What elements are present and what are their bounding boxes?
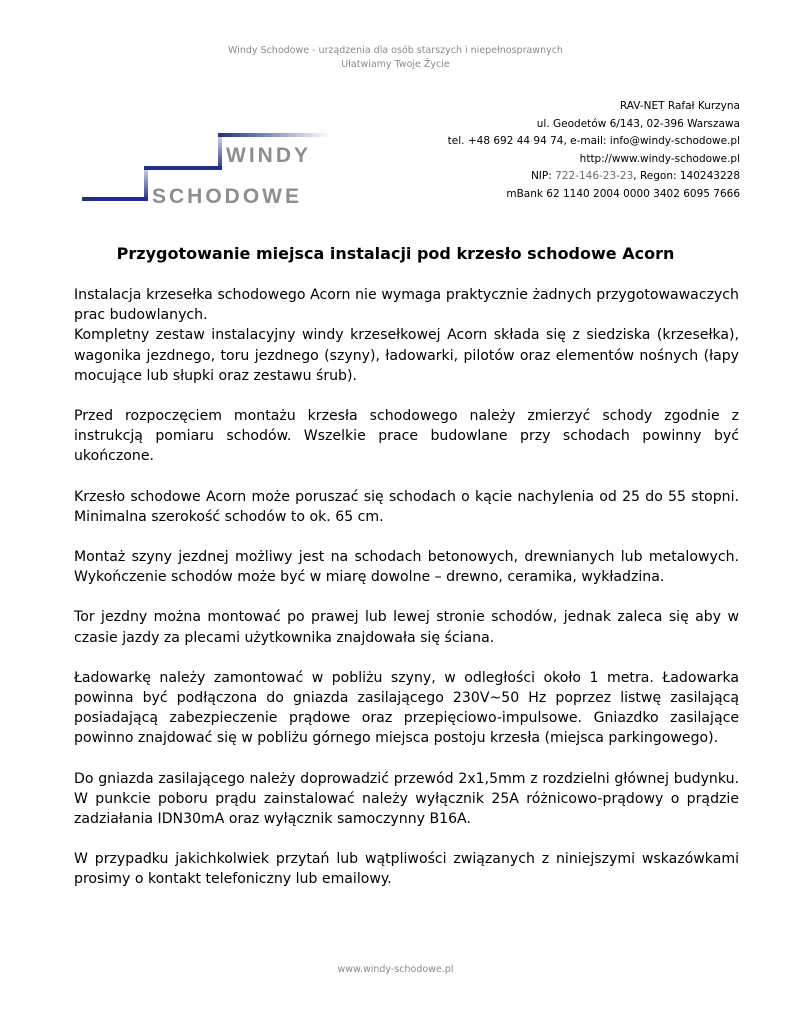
company-bank: mBank 62 1140 2004 0000 3402 6095 7666 [506,187,740,200]
logo-stair-middle [144,166,222,170]
nip-number: 722-146-23-23 [555,170,634,182]
page-header [0,44,791,72]
company-registration [448,168,740,186]
paragraph-intro-line1: Instalacja krzesełka schodowego Acorn nie wymaga praktycznie żadnych przygotowawaczych prac budowlanych. [74,287,739,324]
regon: , Regon: 140243228 [633,170,740,182]
logo-word-schodowe: SCHODOWE [152,185,302,208]
paragraph-charger: Ładowarkę należy zamontować w pobliżu szyny, w odległości około 1 metra. Ładowarka powinna być podłączona do gniazda zasilającego 230V~50 Hz poprzez listwę zasilającą posiadającą zabezpieczenie prądowe oraz przepięciowo-impulsowe. Gniazdko zasilające powinno znajdować się w pobliżu górnego miejsca postoju krzesła (miejsca parkingowego). [74,669,739,747]
logo-stair-bottom [82,197,148,201]
company-name: RAV-NET Rafał Kurzyna [619,100,740,112]
document-body [74,285,739,910]
windy-schodowe-logo [82,130,332,208]
company-contact[interactable]: tel. +48 692 44 94 74, e-mail: info@windy-schodowe.pl [447,135,740,147]
logo-stair-riser-high [218,134,222,170]
paragraph-track-side: Tor jezdny można montować po prawej lub lewej stronie schodów, jednak zaleca się aby w czasie jazdy za plecami użytkownika znajdowała się ściana. [74,609,739,646]
paragraph-rail-mounting: Montaż szyny jezdnej możliwy jest na schodach betonowych, drewnianych lub metalowych. Wykończenie schodów może być w miarę dowolne – drewno, ceramika, wykładzina. [74,549,739,586]
paragraph-contact: W przypadku jakichkolwiek przytań lub wątpliwości związanych z niniejszymi wskazówkami prosimy o kontakt telefoniczny lub emailowy. [74,851,739,888]
header-slogan: Ułatwiamy Twoje Życie [341,59,450,70]
company-website[interactable]: http://www.windy-schodowe.pl [579,152,740,165]
company-info [448,98,740,203]
header-tagline: Windy Schodowe - urządzenia dla osób starszych i niepełnosprawnych [228,45,563,56]
page-footer[interactable]: www.windy-schodowe.pl [337,964,454,975]
paragraph-intro [74,285,739,386]
logo-stair-riser-low [144,166,148,201]
nip-label: NIP: [530,170,556,182]
company-address: ul. Geodetów 6/143, 02-396 Warszawa [536,117,740,130]
paragraph-intro-line2: Kompletny zestaw instalacyjny windy krzesełkowej Acorn składa się z siedziska (krzesełka), wagonika jezdnego, toru jezdnego (szyny), ładowarki, pilotów oraz elementów nośnych (łapy mocujące lub słupki oraz zestawu śrub). [74,327,739,384]
document-title: Przygotowanie miejsca instalacji pod krzesło schodowe Acorn [116,244,675,263]
paragraph-stair-angle: Krzesło schodowe Acorn może poruszać się schodach o kącie nachylenia od 25 do 55 stopni. Minimalna szerokość schodów to ok. 65 cm. [74,488,739,525]
paragraph-power-supply: Do gniazda zasilającego należy doprowadzić przewód 2x1,5mm z rozdzielni głównej budynku. W punkcie poboru prądu zainstalować należy wyłącznik 25A różnicowo-prądowy o prądzie zadziałania IDN30mA oraz wyłącznik samoczynny B16A. [74,770,739,828]
logo-word-windy: WINDY [226,144,311,167]
paragraph-measurement: Przed rozpoczęciem montażu krzesła schodowego należy zmierzyć schody zgodnie z instrukcją pomiaru schodów. Wszelkie prace budowlane przy schodach powinny być ukończone. [74,408,739,465]
logo-stair-top [218,133,330,137]
